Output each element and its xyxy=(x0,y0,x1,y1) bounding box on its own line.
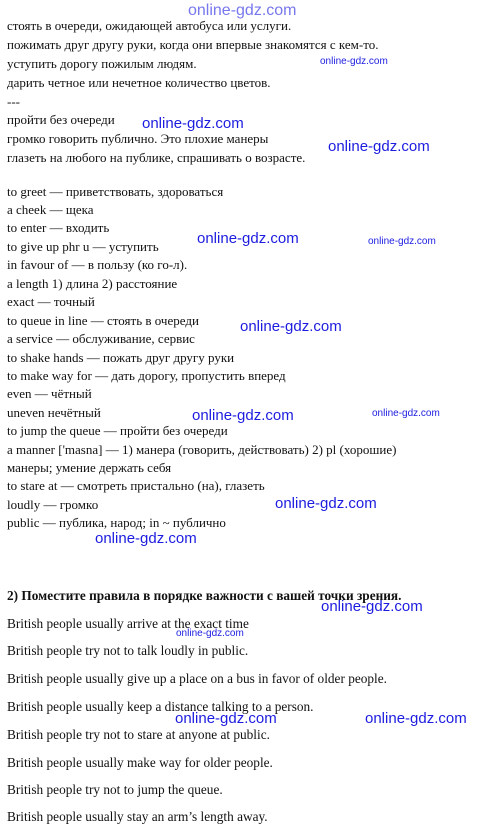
watermark: online-gdz.com xyxy=(240,318,342,335)
sentence: British people usually arrive at the exact time xyxy=(7,616,249,631)
sentence: British people usually stay an arm’s length away. xyxy=(7,809,268,824)
text-line-8: глазеть на любого на публике, спрашивать о возрасте. xyxy=(7,150,306,165)
text-line-6: пройти без очереди xyxy=(7,112,115,127)
sentence: British people try not to talk loudly in public. xyxy=(7,643,249,658)
text-line-7: громко говорить публично. Это плохие манеры xyxy=(7,131,269,146)
vocab-line: to queue in line — стоять в очереди xyxy=(7,313,199,328)
watermark: online-gdz.com xyxy=(275,495,377,512)
vocab-line: in favour of — в пользу (ко го-л). xyxy=(7,257,188,272)
text-line-5: --- xyxy=(7,94,20,109)
vocab-line: loudly — громко xyxy=(7,497,99,512)
text-line-3: уступить дорогу пожилым людям. xyxy=(7,56,197,71)
watermark: online-gdz.com xyxy=(365,710,467,727)
sentence: British people try not to jump the queue. xyxy=(7,782,223,797)
watermark: online-gdz.com xyxy=(320,56,388,67)
watermark: online-gdz.com xyxy=(176,628,244,639)
section-heading: 2) Поместите правила в порядке важности с вашей точки зрения. xyxy=(7,588,402,603)
vocab-line: to give up phr u — уступить xyxy=(7,239,159,254)
vocab-line: a manner ['masna] — 1) манера (говорить, действовать) 2) pl (хорошие) xyxy=(7,442,397,457)
vocab-line: a cheek — щека xyxy=(7,202,94,217)
vocab-line: to jump the queue — пройти без очереди xyxy=(7,423,228,438)
watermark: online-gdz.com xyxy=(368,236,436,247)
watermark: online-gdz.com xyxy=(95,530,197,547)
vocab-line: a length 1) длина 2) расстояние xyxy=(7,276,178,291)
vocab-line: public — публика, народ; in ~ публично xyxy=(7,515,226,530)
vocab-line: to shake hands — пожать друг другу руки xyxy=(7,350,235,365)
watermark: online-gdz.com xyxy=(197,230,299,247)
vocab-line: to enter — входить xyxy=(7,220,110,235)
sentence: British people usually give up a place on a bus in favor of older people. xyxy=(7,671,387,686)
watermark: online-gdz.com xyxy=(192,407,294,424)
watermark: online-gdz.com xyxy=(321,598,423,615)
sentence: British people try not to stare at anyone at public. xyxy=(7,727,270,742)
text-line-2: пожимать друг другу руки, когда они впервые знакомятся с кем-то. xyxy=(7,37,379,52)
text-line-1: стоять в очереди, ожидающей автобуса или услуги. xyxy=(7,18,292,33)
vocab-line: even — чётный xyxy=(7,386,92,401)
vocab-line: to greet — приветствовать, здороваться xyxy=(7,184,224,199)
text-line-4: дарить четное или нечетное количество цветов. xyxy=(7,75,271,90)
vocab-line: to stare at — смотреть пристально (на), глазеть xyxy=(7,478,265,493)
watermark: online-gdz.com xyxy=(175,710,277,727)
vocab-line: to make way for — дать дорогу, пропустить вперед xyxy=(7,368,286,383)
watermark: online-gdz.com xyxy=(328,138,430,155)
sentence: British people usually keep a distance talking to a person. xyxy=(7,699,314,714)
vocab-line: uneven нечётный xyxy=(7,405,101,420)
vocab-line: exact — точный xyxy=(7,294,95,309)
watermark: online-gdz.com xyxy=(372,408,440,419)
vocab-line: a service — обслуживание, сервис xyxy=(7,331,195,346)
sentence: British people usually make way for older people. xyxy=(7,755,273,770)
watermark: online-gdz.com xyxy=(188,2,297,19)
vocab-line: манеры; умение держать себя xyxy=(7,460,172,475)
watermark: online-gdz.com xyxy=(142,115,244,132)
